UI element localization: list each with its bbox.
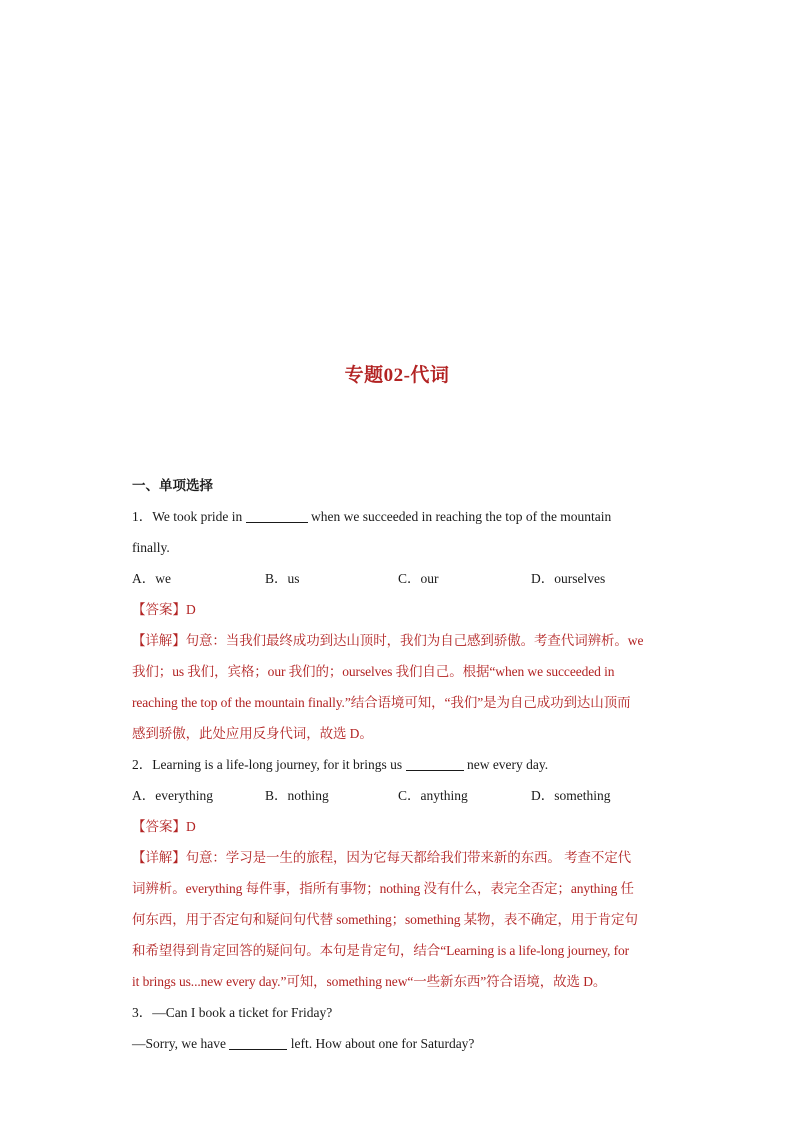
answer-blank	[406, 756, 464, 771]
question-1-detail	[132, 625, 664, 749]
detail-line: 我们；us 我们，宾格；our 我们的；ourselves 我们自己。根据“when we succeeded in	[132, 664, 615, 679]
detail-line: 【详解】句意：当我们最终成功到达山顶时，我们为自己感到骄傲。考查代词辨析。we	[132, 633, 644, 648]
question-2-text-after: new every day.	[463, 757, 549, 772]
question-2-stem	[132, 749, 664, 780]
question-2-detail	[132, 842, 664, 997]
page-title: 专题02-代词	[344, 365, 450, 386]
question-list	[132, 470, 664, 1059]
question-3-text-after: left. How about one for Saturday?	[287, 1036, 475, 1051]
answer-blank	[246, 508, 308, 523]
question-1-stem	[132, 501, 664, 532]
option-b: B．us	[265, 571, 300, 586]
question-3-reply	[132, 1028, 664, 1059]
detail-line: 和希望得到肯定回答的疑问句。本句是肯定句，结合“Learning is a life-long journey, for	[132, 943, 630, 958]
option-b: B．nothing	[265, 788, 329, 803]
question-3-stem: 3．—Can I book a ticket for Friday?	[132, 1005, 333, 1020]
question-1-answer: 【答案】D	[132, 602, 196, 617]
option-d: D．something	[531, 788, 611, 803]
question-3-text-before: —Sorry, we have	[132, 1036, 230, 1051]
detail-line: 感到骄傲，此处应用反身代词，故选 D。	[132, 726, 373, 741]
question-2-options	[132, 780, 664, 811]
detail-line: it brings us...new every day.”可知，something new“一些新东西”符合语境，故选 D。	[132, 974, 607, 989]
answer-blank	[229, 1035, 287, 1050]
section-heading: 一、单项选择	[132, 478, 213, 493]
detail-line: 词辨析。everything 每件事，指所有事物；nothing 没有什么，表完全否定；anything 任	[132, 881, 634, 896]
question-1-options	[132, 563, 664, 594]
question-1-stem-line2: finally.	[132, 540, 170, 555]
option-c: C．anything	[398, 788, 468, 803]
detail-line: 【详解】句意：学习是一生的旅程，因为它每天都给我们带来新的东西。 考查不定代	[132, 850, 632, 865]
detail-line: reaching the top of the mountain finally.”结合语境可知，“我们”是为自己成功到达山顶而	[132, 695, 631, 710]
option-a: A．we	[132, 571, 171, 586]
question-2-answer: 【答案】D	[132, 819, 196, 834]
question-1-text-after: when we succeeded in reaching the top of the mountain	[307, 509, 612, 524]
question-2-text-before: 2．Learning is a life-long journey, for it brings us	[132, 757, 406, 772]
option-a: A．everything	[132, 788, 213, 803]
option-c: C．our	[398, 571, 439, 586]
question-1-text-before: 1．We took pride in	[132, 509, 246, 524]
detail-line: 何东西，用于否定句和疑问句代替 something；something 某物，表不确定，用于肯定句	[132, 912, 638, 927]
option-d: D．ourselves	[531, 571, 606, 586]
